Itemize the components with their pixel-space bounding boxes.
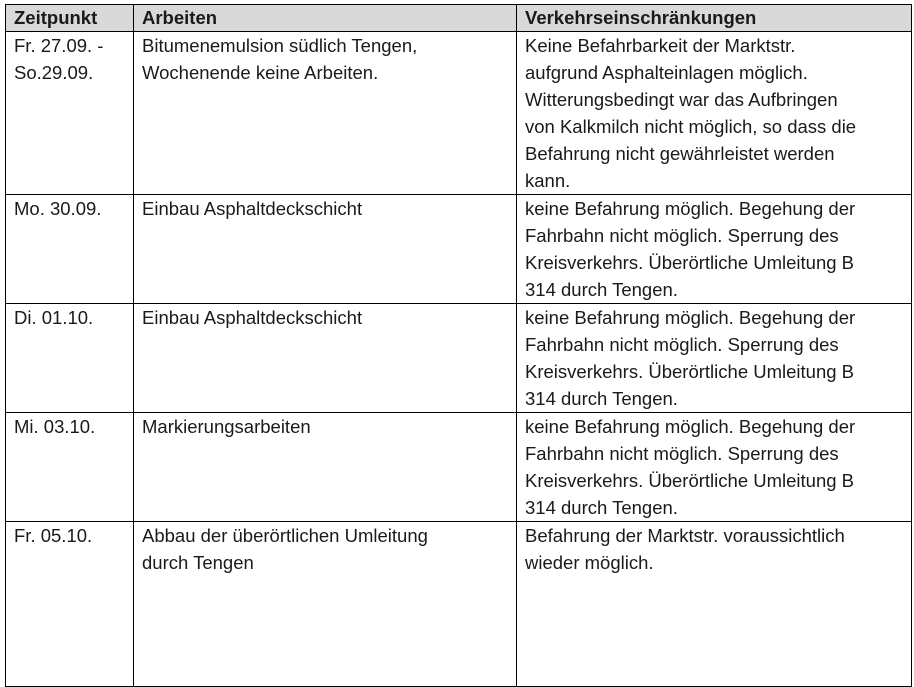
cell-verkehr: keine Befahrung möglich. Begehung der Fahrbahn nicht möglich. Sperrung des Kreisverkehrs. Überörtliche Umleitung B 314 durch Tengen. — [517, 413, 912, 522]
schedule-table — [5, 4, 912, 687]
cell-arbeiten: Markierungsarbeiten — [134, 413, 517, 522]
cell-verkehr: keine Befahrung möglich. Begehung der Fahrbahn nicht möglich. Sperrung des Kreisverkehrs. Überörtliche Umleitung B 314 durch Tengen. — [517, 304, 912, 413]
table-row — [6, 32, 912, 195]
table-row — [6, 304, 912, 413]
header-row — [6, 5, 912, 32]
table-row — [6, 195, 912, 304]
cell-verkehr: keine Befahrung möglich. Begehung der Fahrbahn nicht möglich. Sperrung des Kreisverkehrs. Überörtliche Umleitung B 314 durch Tengen. — [517, 195, 912, 304]
cell-zeitpunkt: Mi. 03.10. — [6, 413, 134, 522]
header-zeitpunkt: Zeitpunkt — [6, 5, 134, 32]
cell-zeitpunkt: Di. 01.10. — [6, 304, 134, 413]
cell-arbeiten: Einbau Asphaltdeckschicht — [134, 304, 517, 413]
cell-arbeiten: Bitumenemulsion südlich Tengen, Wochenende keine Arbeiten. — [134, 32, 517, 195]
table-header — [6, 5, 912, 32]
cell-verkehr: Befahrung der Marktstr. voraussichtlich wieder möglich. — [517, 522, 912, 687]
cell-arbeiten: Abbau der überörtlichen Umleitung durch Tengen — [134, 522, 517, 687]
table-row — [6, 413, 912, 522]
table-body — [6, 32, 912, 687]
header-verkehrseinschraenkungen: Verkehrseinschränkungen — [517, 5, 912, 32]
cell-verkehr: Keine Befahrbarkeit der Marktstr. aufgrund Asphalteinlagen möglich. Witterungsbedingt war das Aufbringen von Kalkmilch nicht möglich, so dass die Befahrung nicht gewährleistet werden kann. — [517, 32, 912, 195]
cell-zeitpunkt: Fr. 05.10. — [6, 522, 134, 687]
table-row — [6, 522, 912, 687]
cell-zeitpunkt: Fr. 27.09. - So.29.09. — [6, 32, 134, 195]
cell-zeitpunkt: Mo. 30.09. — [6, 195, 134, 304]
header-arbeiten: Arbeiten — [134, 5, 517, 32]
cell-arbeiten: Einbau Asphaltdeckschicht — [134, 195, 517, 304]
